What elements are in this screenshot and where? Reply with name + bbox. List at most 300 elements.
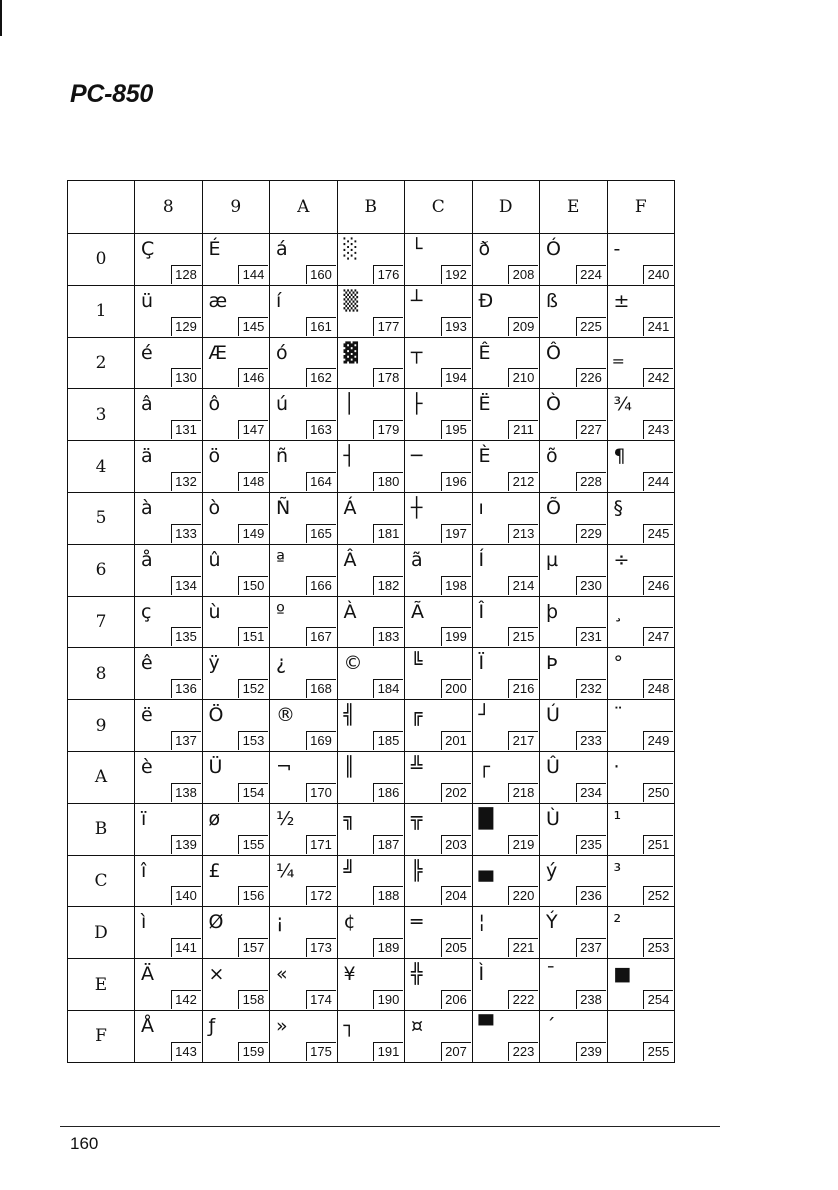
decimal-code-box: 203 — [441, 835, 471, 854]
table-row — [68, 544, 675, 596]
decimal-code-box: 152 — [238, 679, 268, 698]
decimal-code-box: 232 — [576, 679, 606, 698]
decimal-code-box: 138 — [171, 783, 201, 802]
decimal-code-box: 244 — [643, 472, 673, 491]
decimal-code-box: 200 — [441, 679, 471, 698]
character-cell — [270, 544, 338, 596]
character-cell — [607, 1010, 675, 1062]
character-glyph: ¾ — [613, 393, 632, 416]
decimal-code-box: 187 — [373, 835, 403, 854]
decimal-code-box: 165 — [306, 524, 336, 543]
decimal-code-box: 238 — [576, 990, 606, 1009]
decimal-code-box: 159 — [238, 1042, 268, 1061]
character-cell — [202, 907, 270, 959]
character-glyph: Ù — [546, 807, 560, 830]
character-glyph: þ — [546, 600, 559, 623]
character-cell — [607, 855, 675, 907]
character-cell — [607, 596, 675, 648]
character-cell — [405, 544, 473, 596]
decimal-code-box: 160 — [306, 265, 336, 284]
character-cell — [607, 441, 675, 493]
decimal-code-box: 149 — [238, 524, 268, 543]
character-cell — [270, 648, 338, 700]
table-row — [68, 337, 675, 389]
decimal-code-box: 227 — [576, 420, 606, 439]
character-glyph: º — [276, 600, 285, 623]
decimal-code-box: 253 — [643, 938, 673, 957]
character-cell — [405, 700, 473, 752]
character-glyph: á — [276, 238, 288, 260]
character-glyph: ÿ — [208, 652, 220, 675]
character-glyph: Ú — [546, 704, 560, 727]
character-glyph: Ý — [546, 911, 558, 934]
character-glyph: » — [276, 1014, 288, 1037]
table-row — [68, 803, 675, 855]
character-glyph: õ — [546, 445, 558, 468]
character-cell — [607, 285, 675, 337]
character-glyph: ı — [478, 496, 484, 519]
character-glyph: Ô — [546, 341, 561, 364]
decimal-code-box: 252 — [643, 886, 673, 905]
decimal-code-box: 155 — [238, 835, 268, 854]
column-header: F — [607, 181, 675, 234]
character-glyph: Ê — [478, 341, 491, 364]
character-glyph: ¹ — [613, 807, 622, 830]
decimal-code-box: 248 — [643, 679, 673, 698]
character-cell — [337, 492, 405, 544]
decimal-code-box: 186 — [373, 783, 403, 802]
decimal-code-box: 234 — [576, 783, 606, 802]
character-glyph: ¼ — [276, 859, 295, 882]
decimal-code-box: 146 — [238, 368, 268, 387]
character-cell — [540, 389, 608, 441]
decimal-code-box: 171 — [306, 835, 336, 854]
character-cell — [270, 285, 338, 337]
character-cell — [540, 907, 608, 959]
decimal-code-box: 133 — [171, 524, 201, 543]
character-cell — [405, 389, 473, 441]
character-cell — [202, 285, 270, 337]
decimal-code-box: 211 — [508, 420, 538, 439]
decimal-code-box: 144 — [238, 265, 268, 284]
character-cell — [472, 907, 540, 959]
column-header: D — [472, 181, 540, 234]
character-glyph: § — [613, 496, 623, 519]
decimal-code-box: 164 — [306, 472, 336, 491]
character-cell — [135, 234, 203, 286]
row-header: 6 — [68, 544, 135, 596]
character-cell — [540, 700, 608, 752]
character-glyph: Ó — [546, 238, 561, 260]
character-cell — [472, 492, 540, 544]
decimal-code-box: 153 — [238, 731, 268, 750]
decimal-code-box: 132 — [171, 472, 201, 491]
table-row — [68, 285, 675, 337]
character-glyph: Ç — [141, 238, 155, 260]
character-glyph: Â — [343, 548, 357, 571]
character-glyph: Ö — [208, 704, 224, 727]
character-glyph: ç — [141, 600, 152, 623]
decimal-code-box: 213 — [508, 524, 538, 543]
character-cell — [337, 596, 405, 648]
decimal-code-box: 134 — [171, 576, 201, 595]
character-glyph: ¶ — [613, 445, 626, 468]
character-cell — [540, 751, 608, 803]
decimal-code-box: 201 — [441, 731, 471, 750]
decimal-code-box: 154 — [238, 783, 268, 802]
character-cell — [270, 855, 338, 907]
character-glyph: È — [478, 445, 491, 468]
character-cell — [202, 751, 270, 803]
character-cell — [337, 337, 405, 389]
character-glyph: î — [141, 859, 147, 882]
character-glyph: Ë — [478, 393, 491, 416]
row-header: 8 — [68, 648, 135, 700]
decimal-code-box: 229 — [576, 524, 606, 543]
character-cell — [472, 700, 540, 752]
character-cell — [540, 544, 608, 596]
row-header: F — [68, 1010, 135, 1062]
table-row — [68, 492, 675, 544]
table-row — [68, 596, 675, 648]
character-cell — [472, 337, 540, 389]
character-glyph: ñ — [276, 445, 289, 468]
character-glyph: ª — [276, 548, 285, 571]
character-glyph: └ — [411, 238, 423, 260]
decimal-code-box: 141 — [171, 938, 201, 957]
decimal-code-box: 182 — [373, 576, 403, 595]
table-row — [68, 907, 675, 959]
character-cell — [405, 751, 473, 803]
character-cell — [540, 648, 608, 700]
page-title: PC-850 — [70, 80, 153, 108]
character-cell — [337, 285, 405, 337]
character-cell — [337, 234, 405, 286]
character-cell — [337, 648, 405, 700]
character-cell — [607, 337, 675, 389]
decimal-code-box: 209 — [508, 317, 538, 336]
character-glyph: ± — [613, 289, 630, 312]
character-glyph: ú — [276, 393, 289, 416]
decimal-code-box: 140 — [171, 886, 201, 905]
decimal-code-box: 192 — [441, 265, 471, 284]
character-cell — [472, 855, 540, 907]
character-cell — [135, 907, 203, 959]
character-glyph: ë — [141, 704, 153, 727]
character-glyph: Ä — [141, 963, 154, 986]
character-cell — [472, 1010, 540, 1062]
column-header: C — [405, 181, 473, 234]
character-cell — [202, 1010, 270, 1062]
character-glyph: ö — [208, 445, 221, 468]
character-glyph: ╝ — [343, 859, 355, 882]
row-header: C — [68, 855, 135, 907]
decimal-code-box: 215 — [508, 627, 538, 646]
character-glyph: £ — [208, 859, 221, 882]
character-cell — [270, 907, 338, 959]
decimal-code-box: 158 — [238, 990, 268, 1009]
character-cell — [607, 648, 675, 700]
row-header: E — [68, 959, 135, 1011]
character-cell — [607, 700, 675, 752]
decimal-code-box: 131 — [171, 420, 201, 439]
decimal-code-box: 137 — [171, 731, 201, 750]
character-cell — [135, 389, 203, 441]
character-glyph: ® — [276, 704, 295, 727]
character-cell — [337, 544, 405, 596]
character-glyph: ▓ — [343, 341, 359, 364]
character-glyph: ó — [276, 341, 288, 364]
character-glyph: µ — [546, 548, 559, 571]
character-glyph: ¦ — [478, 911, 485, 934]
character-glyph: © — [343, 652, 363, 675]
character-glyph: ² — [613, 911, 622, 934]
character-glyph: Á — [343, 496, 357, 519]
decimal-code-box: 128 — [171, 265, 201, 284]
column-header: 8 — [135, 181, 203, 234]
character-glyph: ê — [141, 652, 153, 675]
character-glyph: ° — [613, 652, 623, 675]
character-cell — [337, 1010, 405, 1062]
character-cell — [270, 751, 338, 803]
character-cell — [405, 337, 473, 389]
decimal-code-box: 135 — [171, 627, 201, 646]
decimal-code-box: 222 — [508, 990, 538, 1009]
character-cell — [135, 544, 203, 596]
character-cell — [202, 492, 270, 544]
row-header: 2 — [68, 337, 135, 389]
character-cell — [405, 441, 473, 493]
decimal-code-box: 237 — [576, 938, 606, 957]
character-glyph: Ì — [478, 963, 485, 986]
character-cell — [405, 596, 473, 648]
character-cell — [472, 285, 540, 337]
character-glyph: ý — [546, 859, 558, 882]
table-row — [68, 855, 675, 907]
decimal-code-box: 150 — [238, 576, 268, 595]
character-cell — [540, 285, 608, 337]
decimal-code-box: 235 — [576, 835, 606, 854]
character-cell — [202, 337, 270, 389]
character-cell — [540, 803, 608, 855]
table-row — [68, 1010, 675, 1062]
character-glyph: û — [208, 548, 221, 571]
character-glyph: - — [613, 238, 621, 260]
character-cell — [337, 700, 405, 752]
character-glyph: ã — [411, 548, 423, 571]
character-glyph: · — [613, 755, 620, 778]
decimal-code-box: 179 — [373, 420, 403, 439]
character-glyph: ┤ — [343, 445, 355, 468]
character-cell — [607, 907, 675, 959]
decimal-code-box: 167 — [306, 627, 336, 646]
decimal-code-box: 191 — [373, 1042, 403, 1061]
character-glyph: ¨ — [613, 704, 623, 727]
character-cell — [270, 959, 338, 1011]
character-glyph: ┐ — [343, 1014, 355, 1037]
decimal-code-box: 196 — [441, 472, 471, 491]
decimal-code-box: 163 — [306, 420, 336, 439]
decimal-code-box: 214 — [508, 576, 538, 595]
decimal-code-box: 210 — [508, 368, 538, 387]
character-cell — [270, 700, 338, 752]
character-glyph: ╚ — [411, 652, 423, 675]
character-glyph: ┼ — [411, 496, 423, 519]
decimal-code-box: 180 — [373, 472, 403, 491]
decimal-code-box: 130 — [171, 368, 201, 387]
character-cell — [607, 234, 675, 286]
decimal-code-box: 183 — [373, 627, 403, 646]
decimal-code-box: 206 — [441, 990, 471, 1009]
character-glyph: ░ — [343, 238, 359, 260]
decimal-code-box: 255 — [643, 1042, 673, 1061]
character-cell — [202, 389, 270, 441]
character-glyph: ╩ — [411, 755, 423, 778]
character-glyph: Æ — [208, 341, 228, 364]
decimal-code-box: 236 — [576, 886, 606, 905]
column-header: 9 — [202, 181, 270, 234]
character-cell — [202, 959, 270, 1011]
character-glyph: ï — [141, 807, 147, 830]
character-glyph: ò — [208, 496, 221, 519]
character-glyph: ¸ — [613, 600, 623, 623]
character-cell — [202, 596, 270, 648]
character-cell — [540, 337, 608, 389]
character-glyph: æ — [208, 289, 228, 312]
character-glyph: ¢ — [343, 911, 356, 934]
decimal-code-box: 190 — [373, 990, 403, 1009]
character-glyph: Ã — [411, 600, 424, 623]
decimal-code-box: 176 — [373, 265, 403, 284]
row-header: D — [68, 907, 135, 959]
decimal-code-box: 202 — [441, 783, 471, 802]
column-header: E — [540, 181, 608, 234]
footer-rule — [60, 1126, 720, 1127]
character-glyph: ð — [478, 238, 491, 260]
character-cell — [270, 234, 338, 286]
character-glyph: É — [208, 238, 221, 260]
character-cell — [202, 234, 270, 286]
decimal-code-box: 197 — [441, 524, 471, 543]
decimal-code-box: 189 — [373, 938, 403, 957]
character-cell — [202, 700, 270, 752]
table-row — [68, 234, 675, 286]
character-glyph: è — [141, 755, 153, 778]
character-glyph: ø — [208, 807, 221, 830]
character-cell — [405, 959, 473, 1011]
character-cell — [472, 751, 540, 803]
character-glyph: Ñ — [276, 496, 291, 519]
decimal-code-box: 145 — [238, 317, 268, 336]
character-glyph: « — [276, 963, 288, 986]
corner-header — [68, 181, 135, 234]
decimal-code-box: 174 — [306, 990, 336, 1009]
decimal-code-box: 219 — [508, 835, 538, 854]
character-glyph: ü — [141, 289, 154, 312]
character-glyph: ä — [141, 445, 153, 468]
row-header: 3 — [68, 389, 135, 441]
character-cell — [135, 959, 203, 1011]
row-header: 4 — [68, 441, 135, 493]
character-cell — [270, 441, 338, 493]
character-cell — [337, 907, 405, 959]
character-cell — [135, 285, 203, 337]
decimal-code-box: 178 — [373, 368, 403, 387]
character-cell — [337, 441, 405, 493]
decimal-code-box: 251 — [643, 835, 673, 854]
character-glyph: Đ — [478, 289, 494, 312]
character-cell — [337, 803, 405, 855]
character-cell — [607, 492, 675, 544]
character-cell — [270, 389, 338, 441]
decimal-code-box: 207 — [441, 1042, 471, 1061]
character-glyph: ´ — [546, 1014, 556, 1037]
character-glyph: Û — [546, 755, 560, 778]
decimal-code-box: 195 — [441, 420, 471, 439]
character-cell — [540, 855, 608, 907]
character-glyph: ÷ — [613, 548, 630, 571]
decimal-code-box: 240 — [643, 265, 673, 284]
character-glyph: ß — [546, 289, 558, 312]
character-cell — [202, 648, 270, 700]
decimal-code-box: 151 — [238, 627, 268, 646]
character-glyph: ┬ — [411, 341, 423, 364]
character-cell — [135, 337, 203, 389]
decimal-code-box: 175 — [306, 1042, 336, 1061]
decimal-code-box: 224 — [576, 265, 606, 284]
character-glyph: í — [276, 289, 282, 312]
character-cell — [135, 492, 203, 544]
table-row — [68, 648, 675, 700]
character-cell — [270, 596, 338, 648]
character-glyph: ╣ — [343, 704, 355, 727]
row-header: 0 — [68, 234, 135, 286]
decimal-code-box: 225 — [576, 317, 606, 336]
character-glyph: ▄ — [478, 859, 494, 882]
character-glyph: ─ — [411, 445, 423, 468]
decimal-code-box: 228 — [576, 472, 606, 491]
decimal-code-box: 148 — [238, 472, 268, 491]
column-header: B — [337, 181, 405, 234]
character-cell — [337, 959, 405, 1011]
decimal-code-box: 243 — [643, 420, 673, 439]
decimal-code-box: 204 — [441, 886, 471, 905]
character-glyph: × — [208, 963, 225, 986]
character-cell — [540, 492, 608, 544]
decimal-code-box: 194 — [441, 368, 471, 387]
decimal-code-box: 157 — [238, 938, 268, 957]
decimal-code-box: 226 — [576, 368, 606, 387]
column-header: A — [270, 181, 338, 234]
character-glyph: ½ — [276, 807, 295, 830]
decimal-code-box: 212 — [508, 472, 538, 491]
character-glyph: ì — [141, 911, 147, 934]
character-cell — [607, 751, 675, 803]
decimal-code-box: 161 — [306, 317, 336, 336]
decimal-code-box: 254 — [643, 990, 673, 1009]
row-header: B — [68, 803, 135, 855]
character-cell — [472, 596, 540, 648]
column-header-row — [68, 181, 675, 234]
character-cell — [405, 285, 473, 337]
character-glyph: ┴ — [411, 289, 423, 312]
character-cell — [540, 1010, 608, 1062]
decimal-code-box: 246 — [643, 576, 673, 595]
decimal-code-box: 139 — [171, 835, 201, 854]
decimal-code-box: 220 — [508, 886, 538, 905]
character-cell — [337, 855, 405, 907]
row-header: 9 — [68, 700, 135, 752]
